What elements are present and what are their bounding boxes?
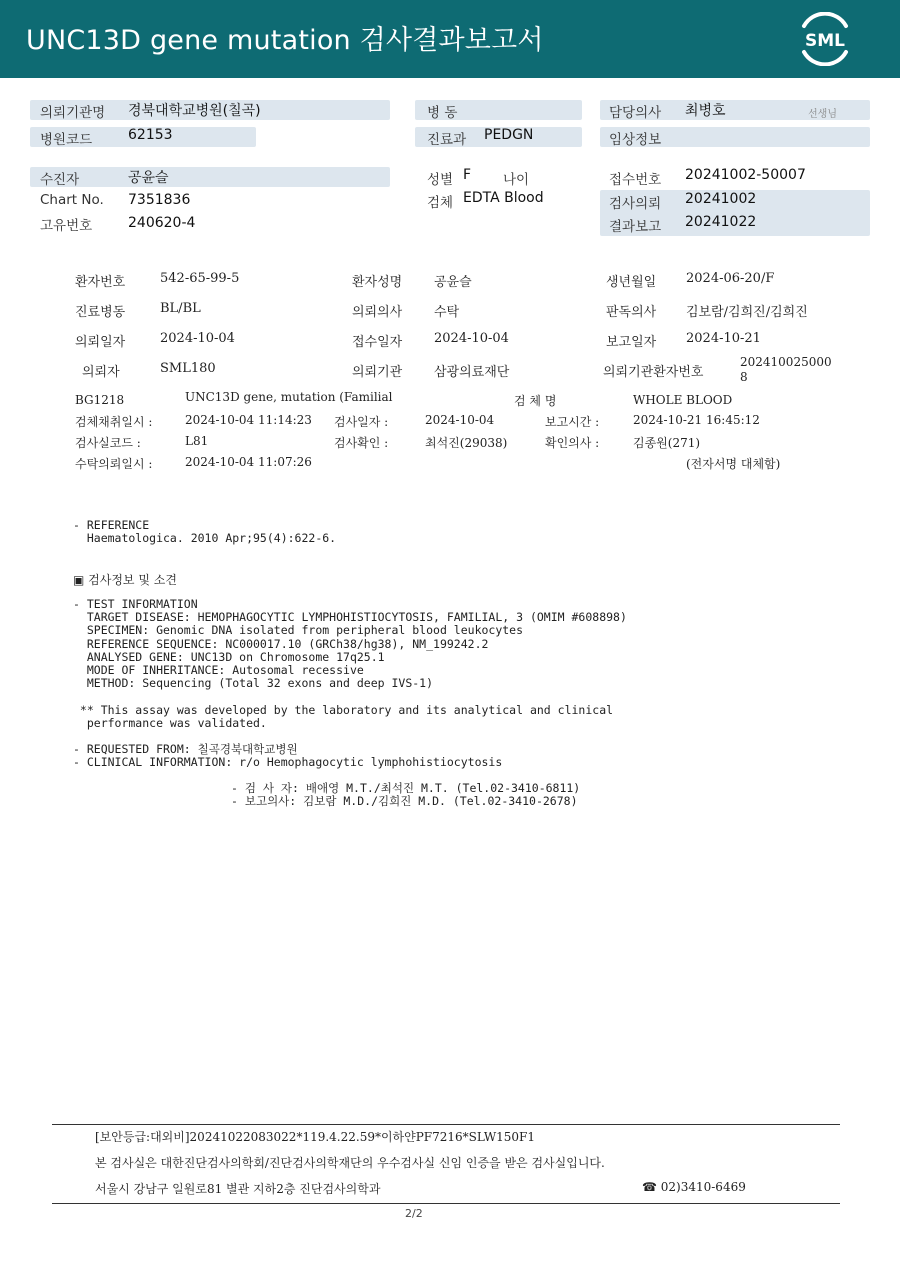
req-doctor-label: 의뢰의사 xyxy=(352,305,403,320)
ward-label: 병 동 xyxy=(427,105,458,121)
footer-bottom-divider xyxy=(52,1203,840,1204)
specimen-name-label: 검 체 명 xyxy=(514,394,557,408)
reading-doctor-value: 김보람/김희진/김희진 xyxy=(686,305,808,320)
sex-value: F xyxy=(463,167,472,183)
req-inst-label: 의뢰기관 xyxy=(352,365,403,380)
signature-note: (전자서명 대체함) xyxy=(686,457,781,471)
patient-name-label: 환자성명 xyxy=(352,275,403,290)
rep-date-label: 보고일자 xyxy=(606,335,657,350)
request-label: 검사의뢰 xyxy=(609,196,662,212)
patient-no-label: 환자번호 xyxy=(75,275,126,290)
test-date-value: 2024-10-04 xyxy=(425,413,495,427)
rcv-date-value: 2024-10-04 xyxy=(434,331,509,346)
req-inst-pno-value-2: 8 xyxy=(740,370,748,384)
sex-label: 성별 xyxy=(427,172,454,188)
staff-line-2: - 보고의사: 김보람 M.D./김희진 M.D. (Tel.02-3410-2678) xyxy=(231,794,578,808)
requester-label: 의뢰자 xyxy=(82,365,120,380)
req-inst-pno-value-1: 202410025000 xyxy=(740,355,832,369)
specimen-label: 검체 xyxy=(427,195,454,211)
sml-logo-icon xyxy=(796,12,854,66)
room-code-label: 검사실코드 : xyxy=(75,436,141,450)
security-line: [보안등급:대외비]20241022083022*119.4.22.59*이하얀PF7216*SLW150F1 xyxy=(95,1130,536,1144)
sml-logo xyxy=(796,12,854,66)
page-number: 2/2 xyxy=(405,1207,423,1220)
hospital-code-label: 병원코드 xyxy=(40,132,93,148)
birth-value: 2024-06-20/F xyxy=(686,271,775,286)
commission-value: 2024-10-04 11:07:26 xyxy=(185,455,312,469)
collect-value: 2024-10-04 11:14:23 xyxy=(185,413,312,427)
confirm-doctor-label: 확인의사 : xyxy=(545,436,600,450)
hospital-code-value: 62153 xyxy=(128,127,173,143)
section-title: ▣ 검사정보 및 소견 xyxy=(73,573,177,587)
report-time-value: 2024-10-21 16:45:12 xyxy=(633,413,760,427)
rep-date-value: 2024-10-21 xyxy=(686,331,761,346)
birth-label: 생년월일 xyxy=(606,275,657,290)
phone-line: ☎ 02)3410-6469 xyxy=(642,1180,746,1194)
req-inst-value: 삼광의료재단 xyxy=(434,365,510,380)
report-value: 20241022 xyxy=(685,214,757,230)
test-info-line-4: REFERENCE SEQUENCE: NC000017.10 (GRCh38/hg38), NM_199242.2 xyxy=(73,637,489,651)
requester-value: SML180 xyxy=(160,361,216,376)
commission-label: 수탁의뢰일시 : xyxy=(75,457,153,471)
test-info-line-6: MODE OF INHERITANCE: Autosomal recessive xyxy=(73,663,364,677)
doctor-value: 최병호 xyxy=(685,103,726,119)
test-code: BG1218 xyxy=(75,393,125,407)
ward-grid-value: BL/BL xyxy=(160,301,201,316)
institution-label: 의뢰기관명 xyxy=(40,105,106,121)
specimen-name-value: WHOLE BLOOD xyxy=(633,393,733,407)
reading-doctor-label: 판독의사 xyxy=(606,305,657,320)
receipt-value: 20241002-50007 xyxy=(685,167,806,183)
uid-value: 240620-4 xyxy=(128,215,196,231)
req-doctor-value: 수탁 xyxy=(434,305,460,320)
test-name: UNC13D gene, mutation (Familial xyxy=(185,390,393,404)
reference-line-2: Haematologica. 2010 Apr;95(4):622-6. xyxy=(73,531,337,545)
chart-no-label: Chart No. xyxy=(40,192,104,208)
test-info-line-1: - TEST INFORMATION xyxy=(73,597,198,611)
staff-line-1: - 검 사 자: 배애영 M.T./최석진 M.T. (Tel.02-3410-6811) xyxy=(231,781,581,795)
collect-label: 검체채취일시 : xyxy=(75,415,153,429)
patient-name-value: 공윤슬 xyxy=(434,275,472,290)
institution-value: 경북대학교병원(칠곡) xyxy=(128,103,261,119)
patient-value: 공윤슬 xyxy=(128,170,169,186)
ward-grid-label: 진료병동 xyxy=(75,305,126,320)
patient-pill xyxy=(30,167,390,187)
req-inst-pno-label: 의뢰기관환자번호 xyxy=(603,365,704,380)
rcv-date-label: 접수일자 xyxy=(352,335,403,350)
clinical-info-label: 임상정보 xyxy=(609,132,662,148)
confirm-value: 최석진(29038) xyxy=(425,436,508,450)
specimen-value: EDTA Blood xyxy=(463,190,544,206)
department-value: PEDGN xyxy=(484,127,534,143)
requested-from-line: - REQUESTED FROM: 칠곡경북대학교병원 xyxy=(73,742,298,756)
assay-note-line-2: performance was validated. xyxy=(73,716,267,730)
report-title: UNC13D gene mutation 검사결과보고서 xyxy=(26,25,544,56)
department-label: 진료과 xyxy=(427,132,467,148)
room-code-value: L81 xyxy=(185,434,209,448)
chart-no-value: 7351836 xyxy=(128,192,191,208)
doctor-label: 담당의사 xyxy=(609,105,662,121)
doctor-suffix: 선생님 xyxy=(808,109,837,120)
clinical-information-line: - CLINICAL INFORMATION: r/o Hemophagocytic lymphohistiocytosis xyxy=(73,755,503,769)
footer-top-divider xyxy=(52,1124,840,1125)
uid-label: 고유번호 xyxy=(40,218,93,234)
req-date-value: 2024-10-04 xyxy=(160,331,235,346)
confirm-doctor-value: 김종원(271) xyxy=(633,436,701,450)
report-time-label: 보고시간 : xyxy=(545,415,600,429)
age-label: 나이 xyxy=(503,172,530,188)
address-line: 서울시 강남구 일원로81 별관 지하2층 진단검사의학과 xyxy=(95,1182,381,1196)
test-info-line-3: SPECIMEN: Genomic DNA isolated from peripheral blood leukocytes xyxy=(73,623,524,637)
test-info-line-7: METHOD: Sequencing (Total 32 exons and deep IVS-1) xyxy=(73,676,434,690)
test-date-label: 검사일자 : xyxy=(334,415,389,429)
test-info-line-2: TARGET DISEASE: HEMOPHAGOCYTIC LYMPHOHISTIOCYTOSIS, FAMILIAL, 3 (OMIM #608898) xyxy=(73,610,627,624)
assay-note-line-1: ** This assay was developed by the laboratory and its analytical and clinical xyxy=(73,703,614,717)
request-value: 20241002 xyxy=(685,191,757,207)
logo-text: SML xyxy=(805,31,845,51)
certification-line: 본 검사실은 대한진단검사의학회/진단검사의학재단의 우수검사실 신임 인증을 받은 검사실입니다. xyxy=(95,1156,605,1170)
receipt-label: 접수번호 xyxy=(609,172,662,188)
req-date-label: 의뢰일자 xyxy=(75,335,126,350)
patient-no-value: 542-65-99-5 xyxy=(160,271,240,286)
report-label: 결과보고 xyxy=(609,219,662,235)
reference-line-1: - REFERENCE xyxy=(73,518,150,532)
patient-label: 수진자 xyxy=(40,172,80,188)
test-info-line-5: ANALYSED GENE: UNC13D on Chromosome 17q25.1 xyxy=(73,650,385,664)
confirm-label: 검사확인 : xyxy=(334,436,389,450)
